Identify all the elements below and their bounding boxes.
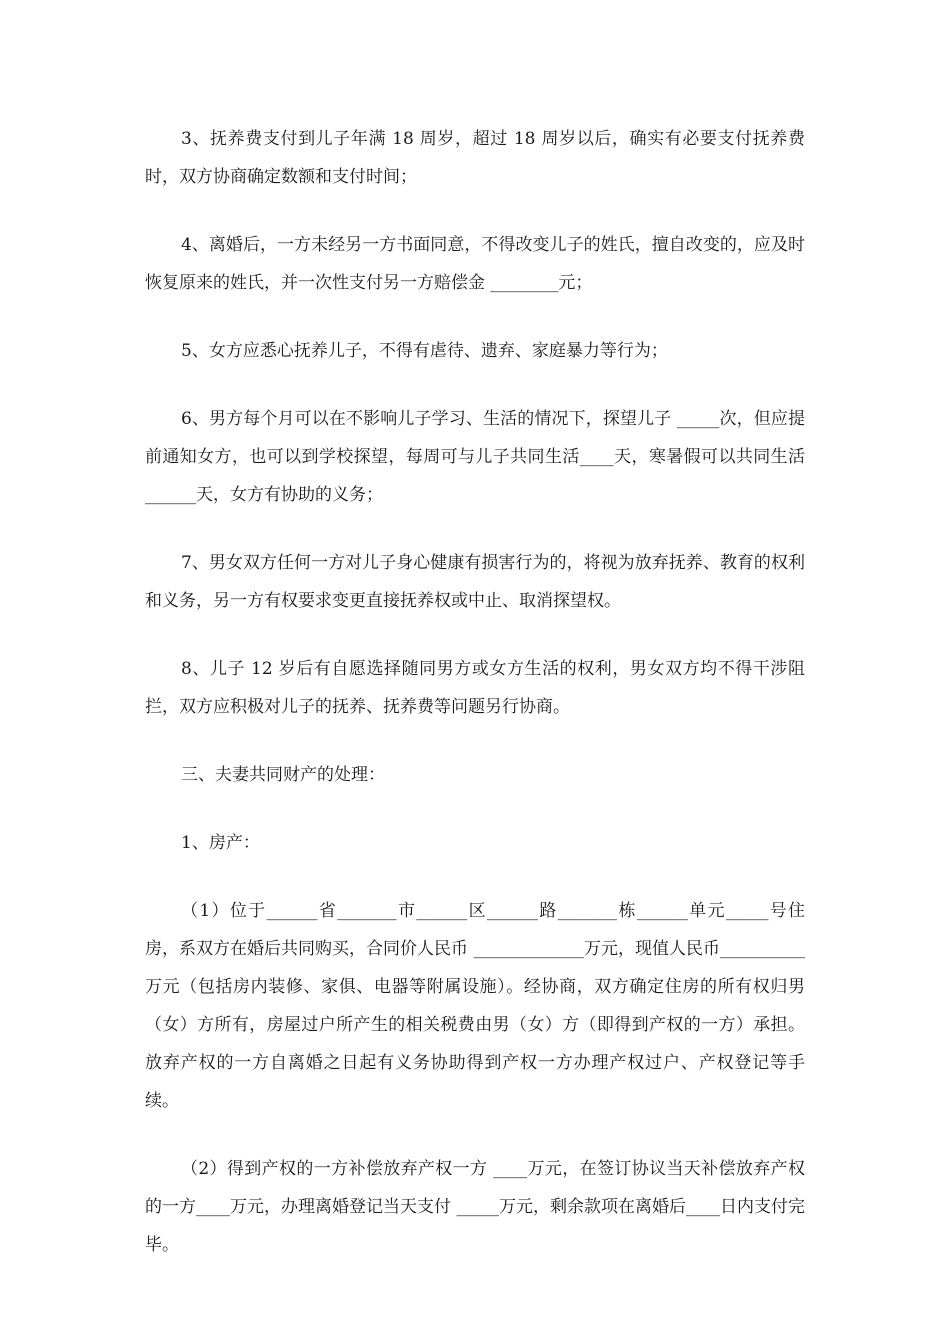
clause-7-harm-consequence: 7、男女双方任何一方对儿子身心健康有损害行为的，将视为放弃抚养、教育的权利和义务，另一方有权要求变更直接抚养权或中止、取消探望权。 (145, 553, 805, 611)
clause-5-care-obligation: 5、女方应悉心抚养儿子，不得有虐待、遗弃、家庭暴力等行为； (181, 341, 668, 361)
clause-6-visitation: 6、男方每个月可以在不影响儿子学习、生活的情况下，探望儿子 _____次，但应提前通知女方，也可以到学校探望，每周可与儿子共同生活____天，寒暑假可以共同生活______天，女方有协助的义务； (145, 409, 805, 505)
property-item-2: （2）得到产权的一方补偿放弃产权一方 ____万元，在签订协议当天补偿放弃产权的一方____万元，办理离婚登记当天支付 _____万元，剩余款项在离婚后____日内支付完毕。 (145, 1159, 805, 1255)
property-item-1: （1）位于______省_______市______区______路_______栋______单元_____号住房，系双方在婚后共同购买，合同价人民币 _____________万元，现值人民币__________万元（包括房内装修、家俱、电器等附属设施）。经协商，双方确定住房的所有权归男（女）方所有，房屋过户所产生的相关税费由男（女）方（即得到产权的一方）承担。放弃产权的一方自离婚之日起有义务协助得到产权一方办理产权过户、产权登记等手续。 (145, 901, 805, 1111)
subsection-1-property-heading: 1、房产： (181, 833, 260, 853)
clause-8-child-choice: 8、儿子 12 岁后有自愿选择随同男方或女方生活的权利，男女双方均不得干涉阻拦，双方应积极对儿子的抚养、抚养费等问题另行协商。 (145, 659, 805, 717)
clause-3-child-support-duration: 3、抚养费支付到儿子年满 18 周岁，超过 18 周岁以后，确实有必要支付抚养费时，双方协商确定数额和支付时间； (145, 129, 805, 187)
clause-4-surname-change: 4、离婚后，一方未经另一方书面同意，不得改变儿子的姓氏，擅自改变的，应及时恢复原来的姓氏，并一次性支付另一方赔偿金 ________元； (145, 235, 805, 293)
section-3-heading: 三、夫妻共同财产的处理： (181, 765, 385, 785)
document-body (145, 120, 805, 1294)
